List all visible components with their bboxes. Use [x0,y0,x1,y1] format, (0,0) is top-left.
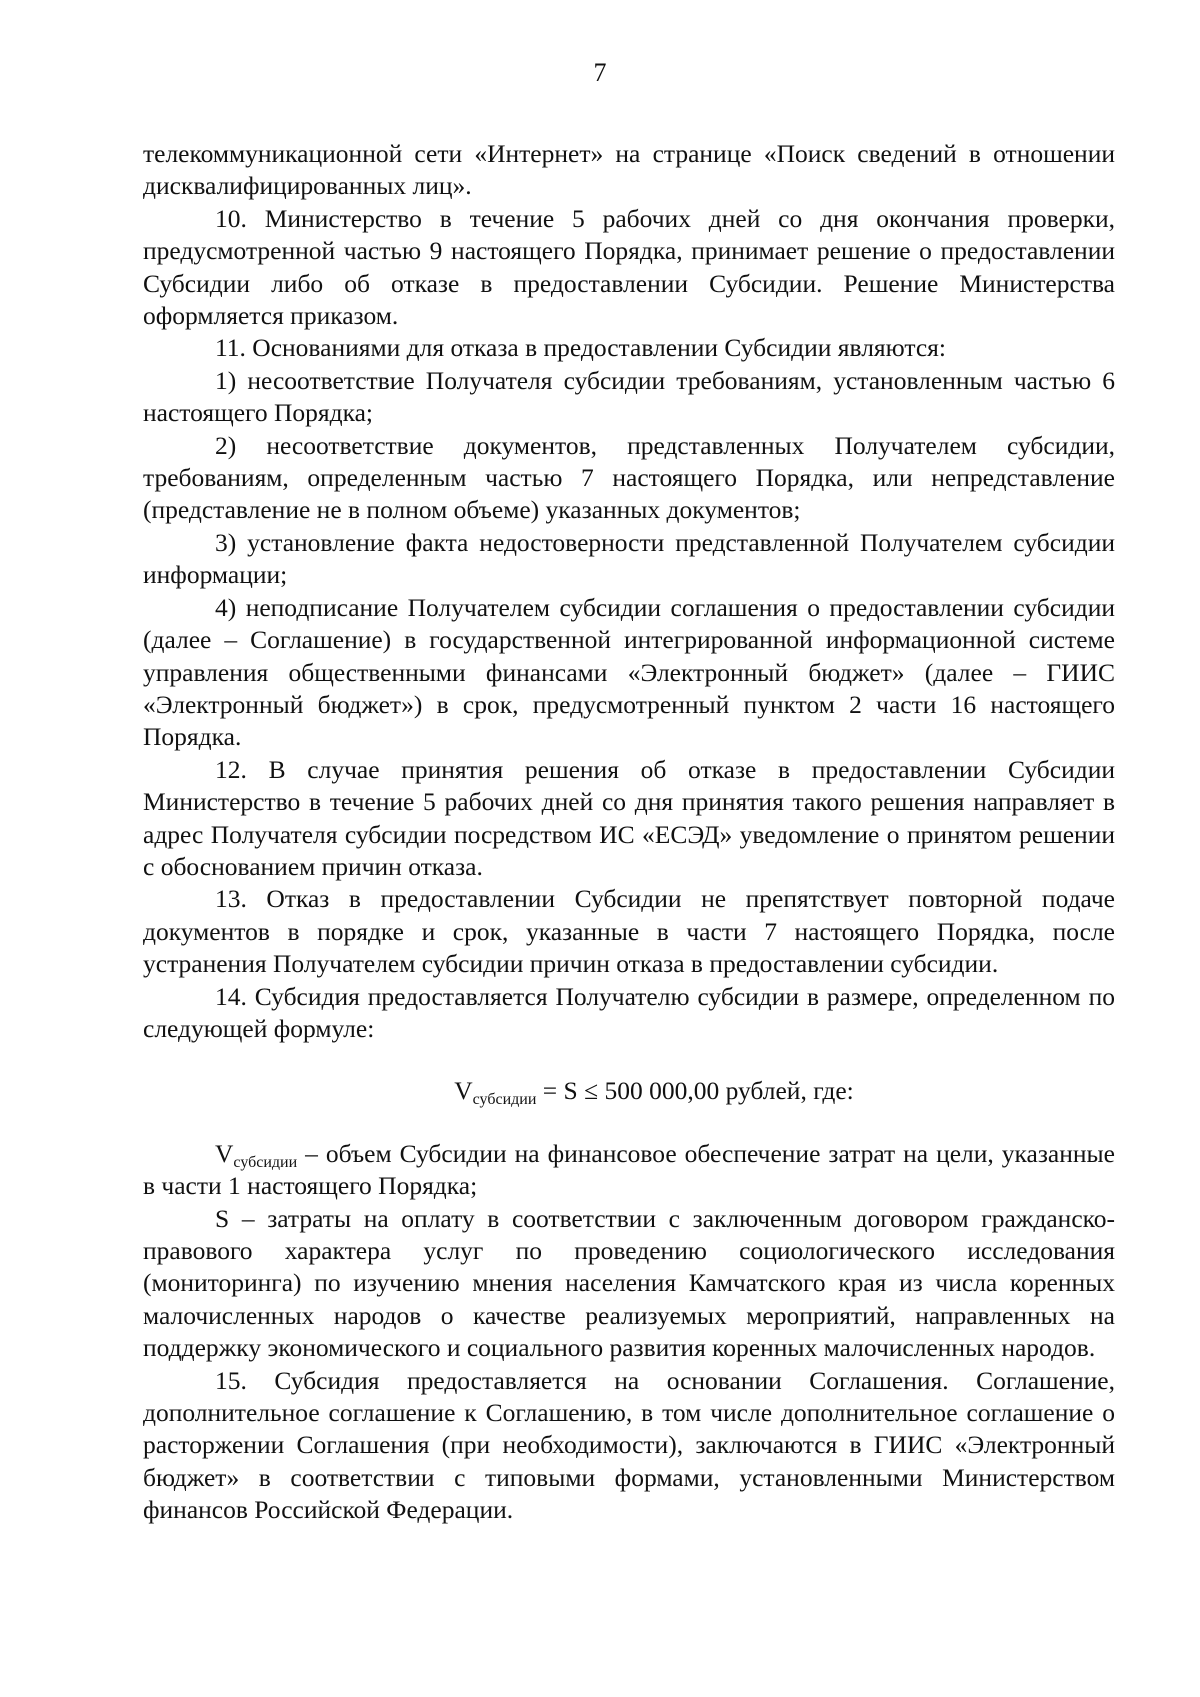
paragraph-continuation: телекоммуникационной сети «Интернет» на странице «Поиск сведений в отношении дисквалифицированных лиц». [143,139,1115,201]
paragraph-12: 12. В случае принятия решения об отказе в предоставлении Субсидии Министерство в течение 5 рабочих дней со дня принятия такого решения направляет в адрес Получателя субсидии посредством ИС «ЕСЭД» уведомление о принятом решении с обоснованием причин отказа. [143,754,1115,881]
definition-v-subscript: субсидии [233,1153,298,1171]
paragraph-10: 10. Министерство в течение 5 рабочих дней со дня окончания проверки, предусмотренной частью 9 настоящего Порядка, принимает решение о предоставлении Субсидии либо об отказе в предоставлении Субсидии. Решение Министерства оформляется приказом. [143,203,1115,331]
definition-v-symbol: V [215,1138,234,1168]
formula-subscript: субсидии [472,1091,537,1109]
paragraph-13: 13. Отказ в предоставлении Субсидии не препятствует повторной подаче документов в порядке и срок, указанные в части 7 настоящего Порядка, после устранения Получателем субсидии причин отказа в предоставлении субсидии. [143,884,1115,979]
definition-s: S – затраты на оплату в соответствии с заключенным договором гражданско-правового характера услуг по проведению социологического исследования (мониторинга) по изучению мнения населения Камчатского края из числа коренных малочисленных народов о качестве реализуемых мероприятий, направленных на поддержку экономического и социального развития коренных малочисленных народов. [143,1203,1115,1363]
paragraph-11-item-4: 4) неподписание Получателем субсидии соглашения о предоставлении субсидии (далее – Соглашение) в государственной интегрированной информационной системе управления общественными финансами «Электронный бюджет» (далее – ГИИС «Электронный бюджет») в срок, предусмотренный пунктом 2 части 16 настоящего Порядка. [143,592,1115,752]
formula-symbol: V [454,1076,473,1106]
document-body [143,138,1115,1527]
definition-v [143,1138,1115,1203]
formula-expression: = S ≤ 500 000,00 рублей, где: [536,1076,854,1106]
paragraph-11-item-1: 1) несоответствие Получателя субсидии требованиям, установленным частью 6 настоящего Порядка; [143,365,1115,428]
paragraph-11-item-2: 2) несоответствие документов, представленных Получателем субсидии, требованиям, определенным частью 7 настоящего Порядка, или непредставление (представление не в полном объеме) указанных документов; [143,430,1115,525]
paragraph-11: 11. Основаниями для отказа в предоставлении Субсидии являются: [215,333,946,363]
subsidy-formula [143,1075,1115,1107]
paragraph-14: 14. Субсидия предоставляется Получателю субсидии в размере, определенном по следующей формуле: [143,981,1115,1043]
paragraph-11-item-3: 3) установление факта недостоверности представленной Получателем субсидии информации; [143,527,1115,590]
definition-v-text: – объем Субсидии на финансовое обеспечение затрат на цели, указанные в части 1 настоящего Порядка; [143,1138,1115,1201]
paragraph-15: 15. Субсидия предоставляется на основании Соглашения. Соглашение, дополнительное соглашение к Соглашению, в том числе дополнительное соглашение о расторжении Соглашения (при необходимости), заключаются в ГИИС «Электронный бюджет» в соответствии с типовыми формами, установленными Министерством финансов Российской Федерации. [143,1365,1115,1525]
page-number: 7 [593,58,607,87]
